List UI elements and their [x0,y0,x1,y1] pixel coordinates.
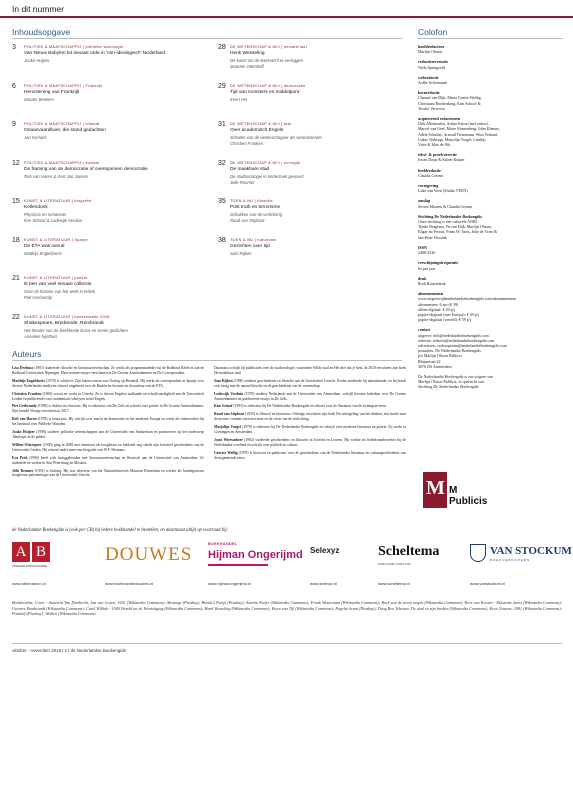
author-name: Rob van Haren [12,417,37,422]
colofon-line: Edgar du Perron, Frans W. Saris, Joke de Vries & [418,229,498,235]
image-credits: Beeldcredits: Cover - Aanzicht Van Dordrecht, Jan van Goyen, 1651 (Wikimedia Commons); Montage (Pixabay); Brand 2 Parijs (Pixabay); Anselm Kiefer (Wikimedia Commons); Frank Westerman (Wikimedia Commons); Boek van de zeven zegels (Wikimedia Commons); Kees van Kooten - Klassieke kunst (Wikimedia Commons); Gravure Rembrandt (Wikimedia Commons); Carel Willink - 1940 Wereld na de Vernietiging (Wikimedia Commons); Henk Wesseling (Wikimedia Commons); Etsen van Tijl (Wikimedia Commons); Engelse krant (Pixabay); Deng Ren Tekenen: De stad en zijn boeken (Wikimedia Commons); Kees Ouwens, 1981 (Wikimedia Commons); Postduif (Pixabay); Wolken (Wikimedia Commons). [12,600,562,616]
toc-page-number: 29 [218,82,226,90]
toc-section-label: KUNST & LITERATUUR | boekenweek 2018 [24,314,110,319]
shop-athenaeum[interactable] [12,538,87,586]
author-entry [12,430,204,440]
toc-page-number: 38 [218,236,226,244]
authors-heading: Auteurs [12,349,42,359]
toc-section-label: KUNST & LITERATUUR | poëzie [24,276,88,280]
colofon-line: www.uitgeverijdenederlandseboekengids.com/abonnementen [418,296,517,302]
toc-title: De ETA was overal [24,243,65,249]
colofon-block-heading: redactiesecretaris [418,59,449,65]
toc-subtitle: Maarten Ottenhoff [230,64,264,69]
author-entry [12,392,204,402]
toc-subtitle: Jan Gerlach [24,135,47,140]
colofon-block [418,245,568,255]
toc-subtitle: Over de historie van het werk in kritiek [24,289,95,294]
toc-section-label: DE WETENSCHAP & WIJ | ecologie [230,160,301,165]
colofon-block-heading: vormgeving [418,183,439,189]
athenaeum-logo-a: A [12,542,30,562]
colofon-block [418,291,568,322]
author-name: Christien Franken [12,391,42,396]
colofon-line: Jeroen Mistens & Claudia Crezna [418,203,472,209]
colofon-footnote-line: De Nederlandse Boekengids is een uitgave van [418,373,494,379]
author-entry [12,366,204,376]
shop-scheltema[interactable] [378,538,458,586]
colofon-line: adverteren: verkoopteam@nederlandseboekengids.com [418,342,507,348]
shop-hijman[interactable] [208,538,303,586]
colofon-line: Lukas Verbrugt, Marjolijn Vorgel, Lieshtjs [418,136,486,142]
toc-section-label: TOEN & NU | naturisme [230,237,277,242]
toc-title: Kellendonk [24,205,48,210]
toc-subtitle: Kim Schoof & Ludewijk Verduin [24,218,83,223]
toc-page-number: 9 [12,121,16,128]
colofon-line: Aafke Schoemaak [418,80,448,86]
author-name: Ludewijk Verduin [214,391,244,396]
colofon-line: Irwan Doop & Esther Kuiper [418,157,465,163]
douwes-link[interactable]: www.boekhandeldouwes.nl [105,581,154,586]
toc-rule [12,38,402,39]
colofon-block [418,116,568,147]
toc-page-number: 6 [12,82,16,90]
colofon-line: Vries & Max de Wit [418,142,451,148]
colofon-block-heading: ISSN [418,244,427,250]
athenaeum-subtitle: ATHENAEUM BOEKHANDEL [12,565,48,568]
hijman-logo: Hijman Ongerijmd [208,549,303,561]
toc-subtitle: Physicus en romancier [24,212,67,217]
colofon-line: Luke van Veen (Studio VEEN) [418,188,468,194]
author-bio: (1982) studeerde geschiedenis en filosofie in Utrecht en Leuven. Hij werkte als beleidsmedewerker bij de Nederlandse overheid en schrijft over politiek en cultuur. [214,437,407,447]
author-name: Matthijs Engelsberts [12,378,45,383]
toc-page-number: 21 [12,275,20,282]
toc-title: Ik ben van veel nieuwe collectie [24,282,92,287]
colofon-block [418,75,568,85]
author-entry [214,451,406,461]
toc-subtitle: De stadsecologie in onderzoek gevoerd [230,173,304,179]
toc-section-label: KUNST & LITERATUUR | biografie [24,199,92,203]
toc-page-number: 3 [12,44,16,51]
publicis-logo-letter: M [426,477,445,499]
author-name: Sam Rijken [214,378,233,383]
author-bio: (1990) studeert politieke wetenschappen aan de Universiteit van Amsterdam en promoveert op het onderwerp 'Ideologie in de polder'. [12,430,205,439]
colofon-line: Rhijnstraat 22 [418,358,441,364]
author-bio: (1953) is bioloog. Hij was directeur van het Natuurhistorisch Museum Rotterdam en werkte als buitengewoon hoogleraar paleontologie aan de Universiteit Utrecht. [12,468,204,478]
author-bio: (1945) is filosoof en historicus. Onlangs verscheen zijn boek De ontregeling van het denken, een studie naar de nieuwe vormen van terrorisme en de crisis van de verlichting. [214,412,406,422]
toc-page-number: 15 [12,198,20,205]
author-name: Jouke Huijzer [12,430,35,435]
hijman-logo-top: BOEKHANDEL [208,542,238,546]
toc-page-number: 35 [218,198,226,205]
toc-heading: Inhoudsopgave [12,27,71,37]
shop-selexyz[interactable] [310,538,365,586]
author-bio: (1979) studeert Nederlands aan de Universiteit van Amsterdam, schrijft literaire kritieken voor De Groene Amsterdammer en publiceerde essays in De Gids. [214,391,406,401]
colofon-footnote-line: Stichting De Nederlandse Boekengids [418,384,479,390]
colofon-line: Dirk Allemeulen, Arthur Eaton (met redact), [418,121,489,127]
colofon-block-heading: omslag [418,198,430,204]
toc-page-number: 12 [12,159,20,167]
colofon-block-heading: contact [418,327,431,333]
colofon-block-heading: acquirerend redacteuren [418,116,461,122]
colofon-heading: Colofon [418,27,448,37]
colofon-line: Marcel van Geel, Marte Kranenberg, John Klemm, [418,126,500,132]
author-entry [12,379,204,389]
selexyz-logo: Selexyz [310,546,340,555]
toc-subtitle: De kunst om de leerkracht te verleggen [230,58,304,63]
toc-title: Henk Wesseling [230,51,265,56]
colofon-block [418,198,568,208]
author-entry [214,366,406,376]
colofon-block [418,59,568,69]
hijman-logo-bar [208,564,268,566]
toc-subtitle: Annelien Nijsthuis [24,333,58,339]
colofon-line: uitgever: info@nederlandseboekengids.com [418,332,489,338]
colofon-line: Rodi Rotatiedruk [418,280,446,286]
scheltema-subtitle: BOEKHANDEL SINDS 1853 [378,563,411,566]
toc-section-label: POLITIEK & MAATSCHAPPIJ | politieke sociologie [24,45,124,49]
author-bio: Daarnaast schrijft hij publicaties over de stadsecologie, waaronder Wilde stad en Het dier dat je bent. In 2018 verscheen zijn boek De maakbare stad. [214,366,406,375]
toc-subtitle: Christien Franken [230,141,264,146]
vanstockum-subtitle: BOEKVERKOPERS [490,558,531,562]
author-name: Eva Peek [12,455,28,460]
toc-subtitle: Sam Rijken [230,250,252,256]
colofon-line: Teodor Verwoon [418,105,445,111]
colofon-line: p/a Marlijn Olsson Publicis [418,353,462,359]
colofon-block-heading: verschijningsfrequentie [418,260,459,266]
author-entry [12,404,204,414]
toc-section-label: TOEN & NU | filosofie [230,199,273,203]
colofon-line: 2468-2526 [418,250,436,256]
colofon-line: Niels Springveld [418,64,445,70]
toc-subtitle: Ruud van Stiphout [230,218,265,223]
toc-subtitle: Schokken van de verlichting [230,212,283,217]
toc-page-number: 28 [218,44,226,51]
colofon-line: Onze stichting is een culturele ANBI [418,219,477,225]
colofon-block [418,168,568,178]
toc-section-label: DE WETENSCHAP & WIJ | taal [230,122,292,126]
colofon-line: 6x per jaar [418,265,436,271]
author-name: Piet Gerbrandy [12,404,37,409]
colofon-block [418,90,568,111]
colofon-block [418,276,568,286]
colofon-block-heading: tekst- & proefcorrectie [418,152,457,158]
colofon-block-heading: webredactie [418,74,439,80]
colofon-line: papier+digitaal (met Europa): € 49 p/j [418,311,479,317]
colofon-block-heading: Stichting De Nederlandse Boekengids [418,213,482,219]
toc-subtitle: Evert Vet [230,96,248,102]
shop-vanstockum[interactable] [470,538,572,586]
toc-section-label: POLITIEK & MAATSCHAPPIJ | Frankrijk [24,83,103,88]
toc-title: De framing van de democratie of overspannen democratie [24,166,148,172]
author-name: Willem Otterspeer [12,442,42,447]
colofon-line: abonnement: 6 nrs (€ 39) [418,301,459,307]
toc-subtitle: Piet Gerbrandy [24,295,53,300]
authors-rule [12,360,402,361]
author-entry [214,404,406,409]
toc-title: Post truth en terrorisme [230,205,281,210]
toc-page-number: 32 [218,159,226,167]
toc-section-label: DE WETENSCHAP & WIJ | immateriaal [230,45,307,49]
author-name: Ruud van Stiphout [214,412,245,417]
publicis-logo-text-1: M [449,485,458,496]
author-name: Lisa Drelsma [12,366,34,370]
colofon-footnote [418,374,568,390]
header-rule [0,16,573,18]
colofon-block-heading: beeldredactie [418,167,441,173]
author-bio: (1960) woont en werkt in Utrecht. Ze is docent Engelse taalkunde en schrijfvaardigheid aan de Universiteit Leiden en publiceerde over academisch schrijven in het Engels. [12,391,205,401]
author-name: Joost Wiersmbeer [214,437,243,442]
author-bio: (1993) is redacteur bij De Nederlandse Boekengids en schreef over de literatuur van de twintigste eeuw. [233,404,387,409]
toc-title: Gezichten over tijd [230,243,270,249]
douwes-logo: DOUWES [105,544,193,565]
author-bio: (1970) is schrijver. Zijn laatste roman was Oorlog op Bernardi. Hij werkt als correspondent in Spanje voor diverse Nederlandse media en schreef uitgebreid over de Baskische kwestie en de nasleep van de ETA. [12,378,205,388]
author-bio: (1978) is historicus. Hij schrijft over macht en democratie in het moderne Europa en werkt als onderzoeker bij het Instituut voor Publieke Waarden. [12,417,205,427]
toc-title: Herordening van Frankrijk [24,89,80,95]
athenaeum-link[interactable]: www.athenaeum.nl [12,581,46,586]
author-bio: (1979) is historica en publiceert over de geschiedenis van de Nederlandse literatuur en cultuurgeschiedenis van de negentiende eeuw. [214,450,406,460]
colofon-block [418,214,568,240]
toc-subtitle: Het theater van de beeldende kunst en zeven gedichten [24,327,128,333]
toc-page-number: 22 [12,313,20,321]
author-name: Jelle Reumer [12,468,34,473]
colofon-line: Tijnke Bergema, Yu van Dijk, Marlijn Olsson, [418,224,492,230]
author-bio: (1958) is dichter en classicus. Hij is redacteur van De Gids en schreef over poëzie in De Groene Amsterdammer. Zijn bundel Vitrage verscheen in 2017. [12,404,205,414]
toc-title: Van Nieuw Babylon tot nieuwe orde in 'non-ideologisch' Nederland [24,51,165,56]
colofon-line: alleen digitaal: € 20 p/j [418,306,455,312]
colofon-block [418,44,568,54]
toc-section-label: DE WETENSCHAP & WIJ | democratie [230,83,306,88]
athenaeum-logo-b: B [32,542,50,562]
vanstockum-logo: VAN STOCKUM [490,545,572,557]
footer-rule [12,643,562,644]
booksellers-intro: de Nederlandse Boekengids is (ook per CB) bij iedere boekhandel te bestellen, en daarnaast altijd op voorraad bij: [12,528,229,533]
toc-section-label: KUNST & LITERATUUR | Spanje [24,237,89,242]
toc-page-number: 31 [218,121,226,128]
author-entry [214,438,406,448]
toc-section-label: POLITIEK & MAATSCHAPPIJ | sociaal [24,160,100,165]
toc-section-label: POLITIEK & MAATSCHAPPIJ | klimaat [24,122,100,126]
colofon-block-heading: kernredactie [418,90,440,96]
toc-title: Over academisch Engels [230,128,284,133]
colofon-block-heading: hoofdredacteur [418,44,445,49]
toc-title: Onaanvaardbare, die stand gedachten [24,128,106,133]
toc-page-number: 18 [12,236,20,244]
toc-subtitle: Rob van Haren & Gert Jan Jansen [24,173,89,179]
author-bio: (1990) heeft zich beziggehouden met literatuurwetenschap en Russisch aan de Universiteit van Amsterdam. Ze studeerde en werkte in Sint Petersburg en Moskou. [12,455,204,465]
toc-subtitle: Jelle Reumer [230,179,255,185]
colofon-line: postadres: De Nederlandse Boekengids [418,348,481,354]
author-entry [12,417,204,427]
authors-column-left [12,366,204,481]
colofon-line: redactie: redactie@nederlandseboekengids.com [418,337,495,343]
publicis-logo [423,472,447,508]
colofon-line: 3076 DS Amsterdam [418,363,452,369]
author-bio: (1950) ging in 2008 met emeritaat als hoogleraar en bekleedt nog steeds zijn leerstoel geschiedenis van de Universiteit Leiden. Hij schreef onder meer een biografie van W.F. Hermans. [12,442,205,452]
colofon-line: Adèle Schulter, Arnoud Tiesenaam, Wim Verhaal, [418,131,498,137]
toc-title: De maakbare stad [230,166,270,172]
colofon-rule [418,38,563,39]
colofon-line: Chantal van Dijk, Maria Goette-Wollig, [418,95,482,101]
toc-subtitle: Jouke Huijzer [24,58,50,63]
colofon-body [418,44,568,395]
shop-douwes[interactable] [105,538,195,586]
author-entry [12,456,204,466]
colofon-line: Jan-Peter Wissink [418,234,447,240]
toc-title: Shakespeare, Brederode, Rembrandt [24,320,104,326]
top-bar [0,0,573,17]
page-footer: oktober - november 2018 | 1 | de Nederlandse Boekengids [12,648,126,653]
author-entry [214,425,406,435]
authors-column-right [214,366,406,464]
author-bio: (1979) is redacteur bij De Nederlandse Boekengids en schrijft over moderne literatuur en poëzie. Zij werkt in Groningen en Amsterdam. [214,425,406,435]
colofon-block-heading: druk [418,275,427,281]
selexyz-link[interactable]: www.selexyz.nl [310,581,338,586]
colofon-block-heading: abonnementen [418,291,444,297]
hijman-link[interactable]: www.hijmanongerijmd.nl [208,581,252,586]
colofon-footnote-line: Marlijn Olsson Publicis, in opdracht van [418,379,484,385]
colofon-block [418,183,568,193]
author-name: Kim Schoof [214,404,233,409]
author-bio: (1990) studeert geschiedenis en filosofie aan de Universiteit Utrecht. Eerder studeerde hij natuurkunde, en hij houdt zich bezig met de natuurfilosofie en de geschiedenis van de wetenschap. [214,378,407,388]
colofon-block [418,327,568,369]
author-entry [12,469,204,479]
page-section-title: In dit nummer [12,4,64,14]
colofon-line: Marlijn Olsson [418,49,443,55]
author-entry [214,412,406,422]
scheltema-link[interactable]: www.scheltema.nl [378,581,411,586]
colofon-line: papier+digitaal (wereld): € 59 p/j [418,317,472,323]
vanstockum-link[interactable]: www.vanstockum.nl [470,581,506,586]
author-entry [214,379,406,389]
toc-title: Tijd van monsters en middelpunt [230,89,300,95]
toc-subtitle: Wouter Beekers [24,96,55,102]
colofon-line: Claudia Crezna [418,172,443,178]
toc-subtitle: Matthijs Engelsberts [24,250,62,256]
publicis-logo-text-2: Publicis [449,496,488,507]
author-entry [12,443,204,453]
author-entry [214,392,406,402]
colofon-block [418,260,568,270]
colofon-block [418,152,568,162]
author-bio: (1981) studeerde filosofie en literatuurwetenschap. Ze werkt als programmaleider bij de Radboud Reflects aan de Radboud Universiteit Nijmegen. Haar recente essays verschenen in De Groene Amsterdammer en De Correspondent. [12,366,204,375]
author-name: Marjolijn Voogel [214,425,241,430]
vanstockum-shield-icon [470,544,486,562]
toc-subtitle: Schoten van de wetenschapper als woordvoerder [230,135,322,140]
colofon-line: Christiaan Roodenburg, Kim Schoof & [418,100,481,106]
scheltema-logo: Scheltema [378,544,440,559]
author-name: Geertse Wollig [214,450,238,455]
